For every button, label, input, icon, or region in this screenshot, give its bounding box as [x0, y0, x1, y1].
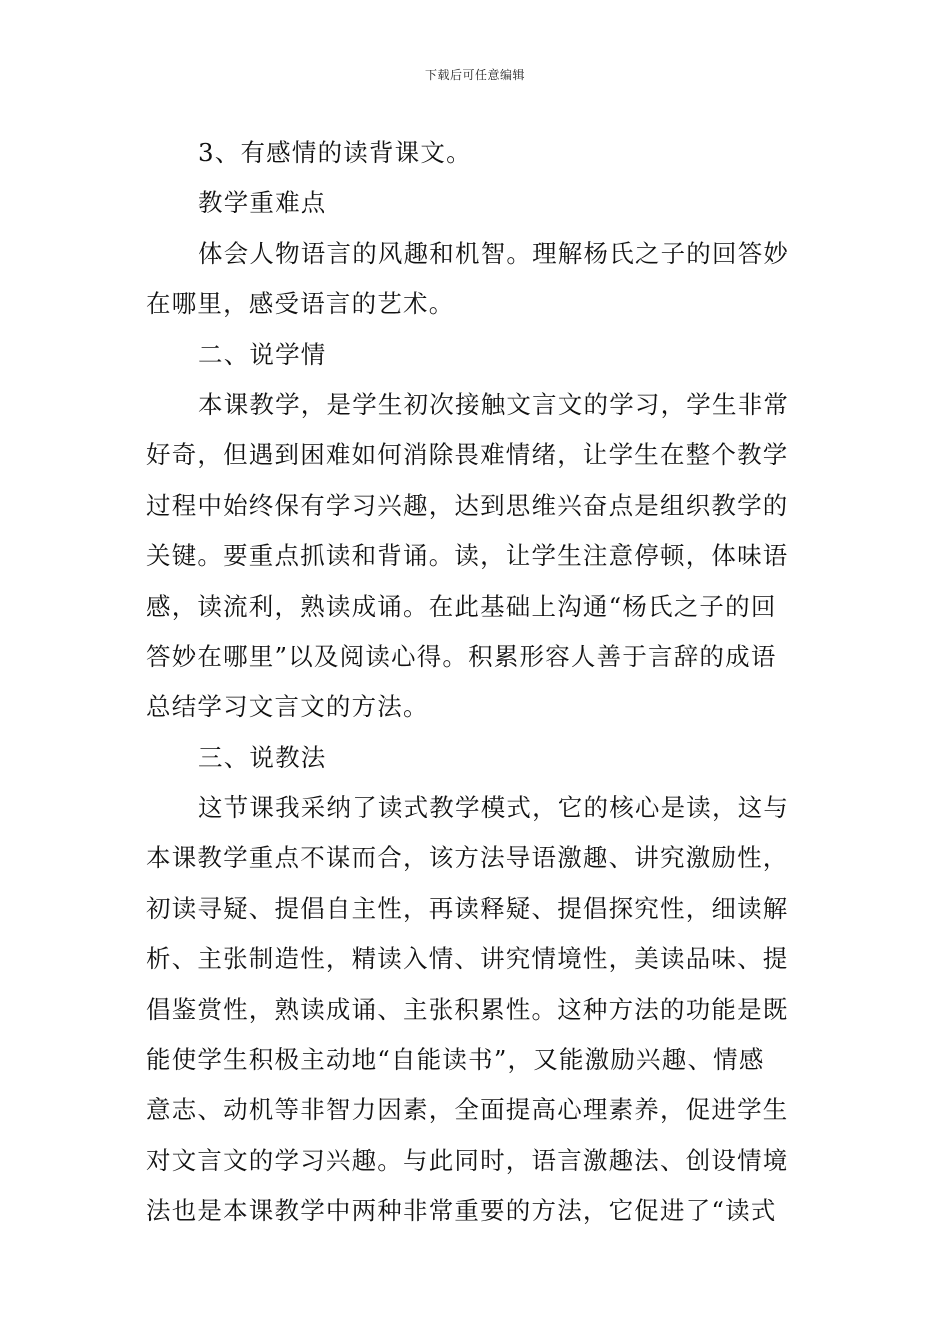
text-line: 答妙在哪里”以及阅读心得。积累形容人善于言辞的成语 [146, 641, 777, 671]
section-heading: 三、说教法 [198, 742, 327, 772]
text-line: 本课教学重点不谋而合，该方法导语激趣、讲究激励性， [146, 843, 789, 873]
text-line: 初读寻疑、提倡自主性，再读释疑、提倡探究性，细读解 [146, 893, 789, 923]
text-line: 能使学生积极主动地“自能读书”，又能激励兴趣、情感 [146, 1045, 765, 1075]
page-header-note: 下载后可任意编辑 [424, 68, 525, 82]
text-line: 体会人物语言的风趣和机智。理解杨氏之子的回答妙 [198, 238, 790, 268]
text-line: 关键。要重点抓读和背诵。读，让学生注意停顿，体味语 [146, 541, 789, 571]
text-line: 在哪里，感受语言的艺术。 [146, 289, 455, 319]
text-line: 过程中始终保有学习兴趣，达到思维兴奋点是组织教学的 [146, 490, 789, 520]
text-line: 这节课我采纳了读式教学模式，它的核心是读，这与 [198, 793, 790, 823]
text-line: 意志、动机等非智力因素，全面提高心理素养，促进学生 [146, 1095, 789, 1125]
text-line: 法也是本课教学中两种非常重要的方法，它促进了“读式 [146, 1196, 777, 1226]
text-line: 析、主张制造性，精读入情、讲究情境性，美读品味、提 [146, 944, 789, 974]
text-line: 总结学习文言文的方法。 [146, 692, 429, 722]
text-line: 倡鉴赏性，熟读成诵、主张积累性。这种方法的功能是既 [146, 994, 789, 1024]
section-heading: 教学重难点 [198, 188, 327, 218]
text-line: 3、有感情的读背课文。 [198, 138, 472, 167]
text-line: 好奇，但遇到困难如何消除畏难情绪，让学生在整个教学 [146, 440, 789, 470]
text-line: 对文言文的学习兴趣。与此同时，语言激趣法、创设情境 [146, 1145, 789, 1175]
text-line: 感，读流利，熟读成诵。在此基础上沟通“杨氏之子的回 [146, 591, 777, 621]
text-line: 本课教学，是学生初次接触文言文的学习，学生非常 [198, 389, 790, 419]
document-body [146, 128, 806, 1237]
section-heading: 二、说学情 [198, 339, 327, 369]
